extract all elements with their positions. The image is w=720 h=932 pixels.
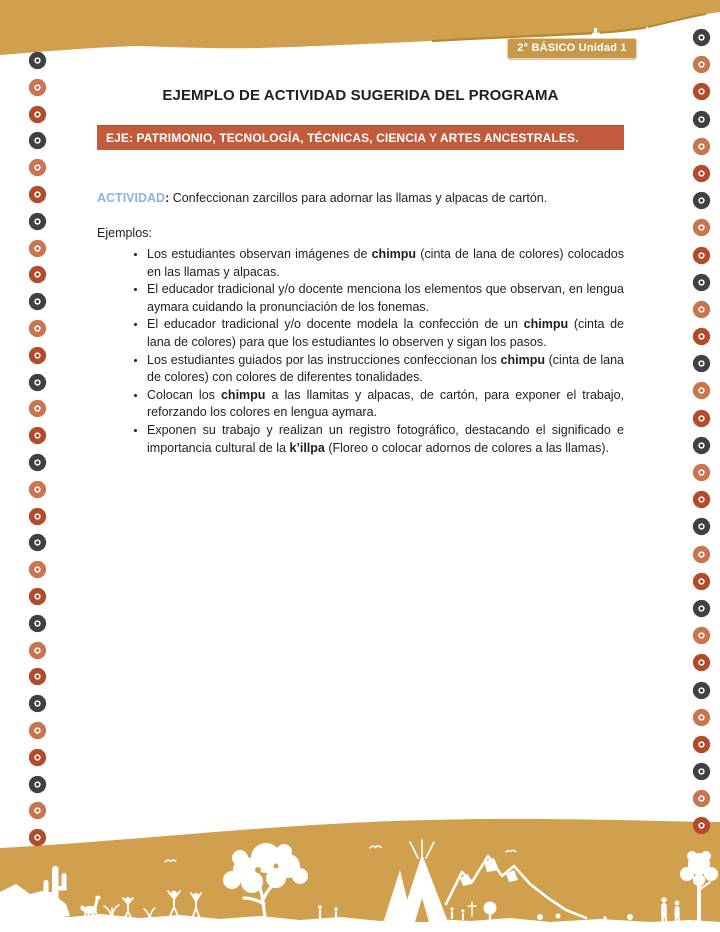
bullet-term-bold: chimpu bbox=[371, 247, 417, 261]
rosette-medallion-icon bbox=[27, 720, 48, 741]
rosette-medallion-icon bbox=[691, 326, 712, 347]
bullet-text: (cinta de lana de colores) colocados en las llamas y alpacas. bbox=[147, 247, 624, 279]
bullet-term-bold: k’illpa bbox=[289, 440, 325, 455]
right-ornament-border bbox=[691, 27, 712, 836]
rosette-medallion-icon bbox=[691, 408, 712, 429]
rosette-medallion-icon bbox=[27, 774, 48, 795]
bullet-text: Los estudiantes observan imágenes de bbox=[147, 247, 372, 261]
rosette-medallion-icon bbox=[691, 109, 712, 130]
rosette-medallion-icon bbox=[691, 462, 712, 483]
bullet-term-bold: chimpu bbox=[500, 352, 545, 367]
rosette-medallion-icon bbox=[691, 625, 712, 646]
bullet-text: El educador tradicional y/o docente menciona los elementos que observan, en lengua aymara cuidando la pronunciación de los fonemas. bbox=[147, 282, 624, 314]
band-notch bbox=[594, 28, 597, 36]
rosette-medallion-icon bbox=[27, 613, 48, 634]
rosette-medallion-icon bbox=[691, 516, 712, 537]
rosette-medallion-icon bbox=[27, 586, 48, 607]
rosette-medallion-icon bbox=[27, 157, 48, 178]
rosette-medallion-icon bbox=[691, 571, 712, 592]
rosette-medallion-icon bbox=[27, 506, 48, 527]
rosette-medallion-icon bbox=[27, 184, 48, 205]
rosette-medallion-icon bbox=[691, 815, 712, 836]
activity-line bbox=[97, 190, 624, 207]
rosette-medallion-icon bbox=[27, 425, 48, 446]
page-title: EJEMPLO DE ACTIVIDAD SUGERIDA DEL PROGRAMA bbox=[162, 87, 559, 104]
rosette-medallion-icon bbox=[27, 264, 48, 285]
rosette-medallion-icon bbox=[27, 77, 48, 98]
rosette-medallion-icon bbox=[27, 318, 48, 339]
rosette-medallion-icon bbox=[691, 299, 712, 320]
bullet-text: Colocan los bbox=[147, 387, 221, 402]
bullet-text: a las llamitas y alpacas, de cartón, para exponer el trabajo, reforzando los colores en lengua aymara. bbox=[147, 387, 624, 420]
activity-text: Confeccionan zarcillos para adornar las llamas y alpacas de cartón. bbox=[169, 191, 548, 205]
bullet-text: (cinta de lana de colores) con colores de diferentes tonalidades. bbox=[147, 352, 624, 385]
rosette-medallion-icon bbox=[27, 291, 48, 312]
rosette-medallion-icon bbox=[691, 544, 712, 565]
rosette-medallion-icon bbox=[27, 398, 48, 419]
examples-label: Ejemplos: bbox=[97, 226, 152, 240]
activity-label: ACTIVIDAD bbox=[97, 191, 166, 205]
rosette-medallion-icon bbox=[691, 707, 712, 728]
rosette-medallion-icon bbox=[691, 27, 712, 48]
rosette-medallion-icon bbox=[27, 452, 48, 473]
rosette-medallion-icon bbox=[691, 435, 712, 456]
rosette-medallion-icon bbox=[27, 559, 48, 580]
rosette-medallion-icon bbox=[691, 272, 712, 293]
rosette-medallion-icon bbox=[691, 217, 712, 238]
rosette-medallion-icon bbox=[691, 54, 712, 75]
rosette-medallion-icon bbox=[691, 245, 712, 266]
rosette-medallion-icon bbox=[27, 372, 48, 393]
rosette-medallion-icon bbox=[691, 598, 712, 619]
rosette-medallion-icon bbox=[27, 104, 48, 125]
rosette-medallion-icon bbox=[691, 761, 712, 782]
rosette-medallion-icon bbox=[691, 353, 712, 374]
rosette-medallion-icon bbox=[27, 345, 48, 366]
rosette-medallion-icon bbox=[691, 734, 712, 755]
landscape-illustration bbox=[0, 812, 720, 932]
rosette-medallion-icon bbox=[27, 800, 48, 821]
rosette-medallion-icon bbox=[27, 50, 48, 71]
bullet-item bbox=[147, 281, 624, 316]
rosette-medallion-icon bbox=[27, 479, 48, 500]
rosette-medallion-icon bbox=[27, 238, 48, 259]
rosette-medallion-icon bbox=[27, 666, 48, 687]
unit-badge: 2° BÁSICO Unidad 1 bbox=[507, 38, 637, 59]
bullet-text: Los estudiantes guiados por las instrucciones confeccionan los bbox=[147, 352, 501, 367]
rosette-medallion-icon bbox=[691, 680, 712, 701]
activity-colon: : bbox=[165, 191, 170, 205]
rosette-medallion-icon bbox=[27, 747, 48, 768]
left-ornament-border bbox=[27, 50, 48, 848]
rosette-medallion-icon bbox=[691, 136, 712, 157]
eje-banner: EJE: PATRIMONIO, TECNOLOGÍA, TÉCNICAS, CIENCIA Y ARTES ANCESTRALES. bbox=[97, 125, 624, 150]
rosette-medallion-icon bbox=[691, 190, 712, 211]
bullet-text: (Floreo o colocar adornos de colores a las llamas). bbox=[324, 440, 610, 455]
rosette-medallion-icon bbox=[691, 788, 712, 809]
rosette-medallion-icon bbox=[27, 211, 48, 232]
bullet-item bbox=[147, 387, 624, 422]
bullet-text: (cinta de lana de colores) para que los estudiantes lo observen y sigan los pasos. bbox=[147, 317, 624, 349]
top-gold-band bbox=[0, 0, 720, 70]
examples-list bbox=[97, 246, 624, 457]
document-content bbox=[97, 86, 624, 457]
bullet-item bbox=[147, 316, 624, 351]
bullet-item bbox=[147, 246, 624, 281]
rosette-medallion-icon bbox=[691, 380, 712, 401]
bullet-text: Exponen su trabajo y realizan un registro fotográfico, destacando el significado e importancia cultural de la bbox=[147, 422, 624, 455]
bullet-term-bold: chimpu bbox=[523, 317, 569, 332]
rosette-medallion-icon bbox=[27, 693, 48, 714]
rosette-medallion-icon bbox=[27, 827, 48, 848]
rosette-medallion-icon bbox=[27, 130, 48, 151]
rosette-medallion-icon bbox=[691, 163, 712, 184]
bullet-item bbox=[147, 422, 624, 457]
rosette-medallion-icon bbox=[691, 489, 712, 510]
bullet-item bbox=[147, 352, 624, 387]
bullet-term-bold: chimpu bbox=[220, 387, 266, 402]
rosette-medallion-icon bbox=[27, 532, 48, 553]
rosette-medallion-icon bbox=[691, 652, 712, 673]
rosette-medallion-icon bbox=[27, 640, 48, 661]
bullet-text: El educador tradicional y/o docente modela la confección de un bbox=[147, 317, 524, 332]
rosette-medallion-icon bbox=[691, 81, 712, 102]
